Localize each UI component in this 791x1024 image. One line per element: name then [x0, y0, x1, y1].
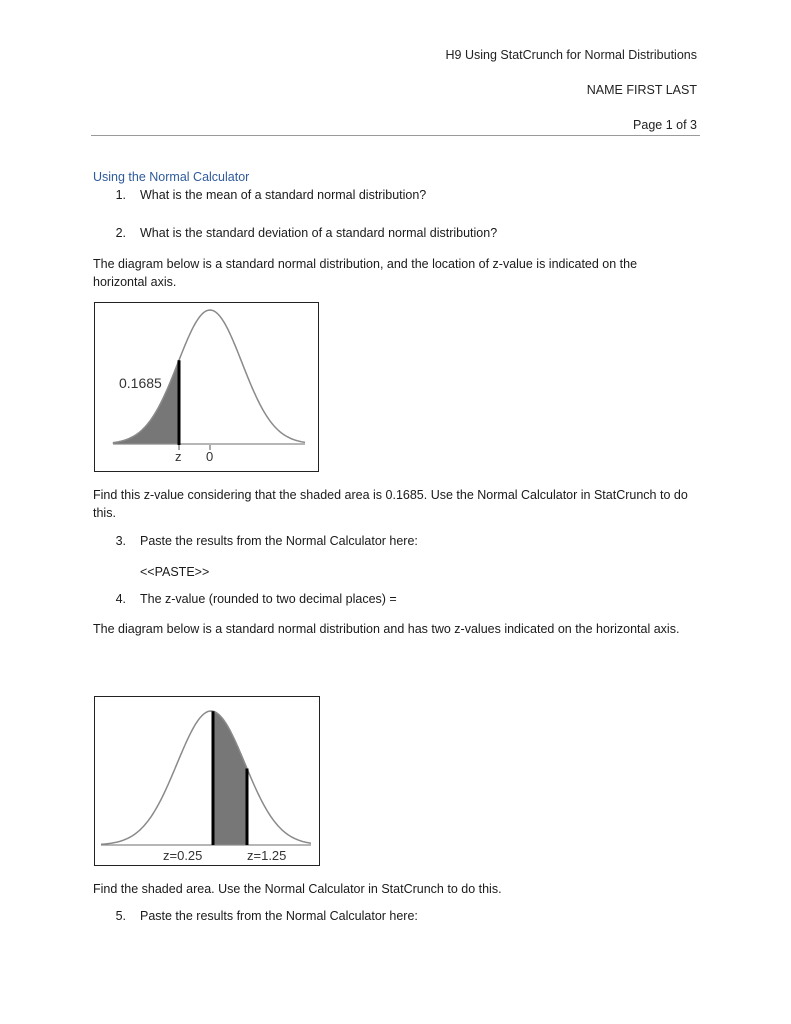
- section-heading: Using the Normal Calculator: [93, 170, 250, 184]
- shaded-area-label: 0.1685: [119, 375, 162, 391]
- question-number: 3.: [115, 534, 126, 548]
- paragraph-find-area-instruction: Find the shaded area. Use the Normal Calculator in StatCrunch to do this.: [93, 882, 502, 896]
- normal-curve: [101, 711, 311, 844]
- header-divider: [91, 135, 700, 136]
- question-text: Paste the results from the Normal Calculator here:: [140, 534, 418, 548]
- z-label: z: [175, 449, 182, 464]
- question-text: The z-value (rounded to two decimal places) =: [140, 592, 397, 606]
- question-number: 5.: [115, 909, 126, 923]
- paragraph-find-z-instruction: Find this z-value considering that the shaded area is 0.1685. Use the Normal Calculator in StatCrunch to do this.: [93, 488, 688, 520]
- question-number: 2.: [115, 226, 126, 240]
- question-text: What is the standard deviation of a standard normal distribution?: [140, 226, 498, 240]
- page-number: Page 1 of 3: [633, 118, 697, 132]
- paste-placeholder: <<PASTE>>: [140, 565, 210, 579]
- paragraph-figure2-intro: The diagram below is a standard normal distribution and has two z-values indicated on the horizontal axis.: [93, 622, 680, 636]
- z1-label: z=0.25: [163, 848, 203, 863]
- student-name: NAME FIRST LAST: [586, 83, 697, 97]
- question-number: 1.: [115, 188, 126, 202]
- shaded-left-tail-area: [113, 360, 179, 444]
- paragraph-figure1-intro: The diagram below is a standard normal distribution, and the location of z-value is indicated on the horizontal axis.: [93, 257, 638, 289]
- z2-label: z=1.25: [247, 848, 287, 863]
- zero-label: 0: [206, 449, 214, 464]
- question-number: 4.: [115, 592, 126, 606]
- question-text: Paste the results from the Normal Calculator here:: [140, 909, 418, 923]
- figure-left-tail-normal: [94, 302, 319, 472]
- question-text: What is the mean of a standard normal distribution?: [140, 188, 427, 202]
- document-title: H9 Using StatCrunch for Normal Distributions: [445, 48, 697, 62]
- figure-between-z-normal: [94, 696, 320, 866]
